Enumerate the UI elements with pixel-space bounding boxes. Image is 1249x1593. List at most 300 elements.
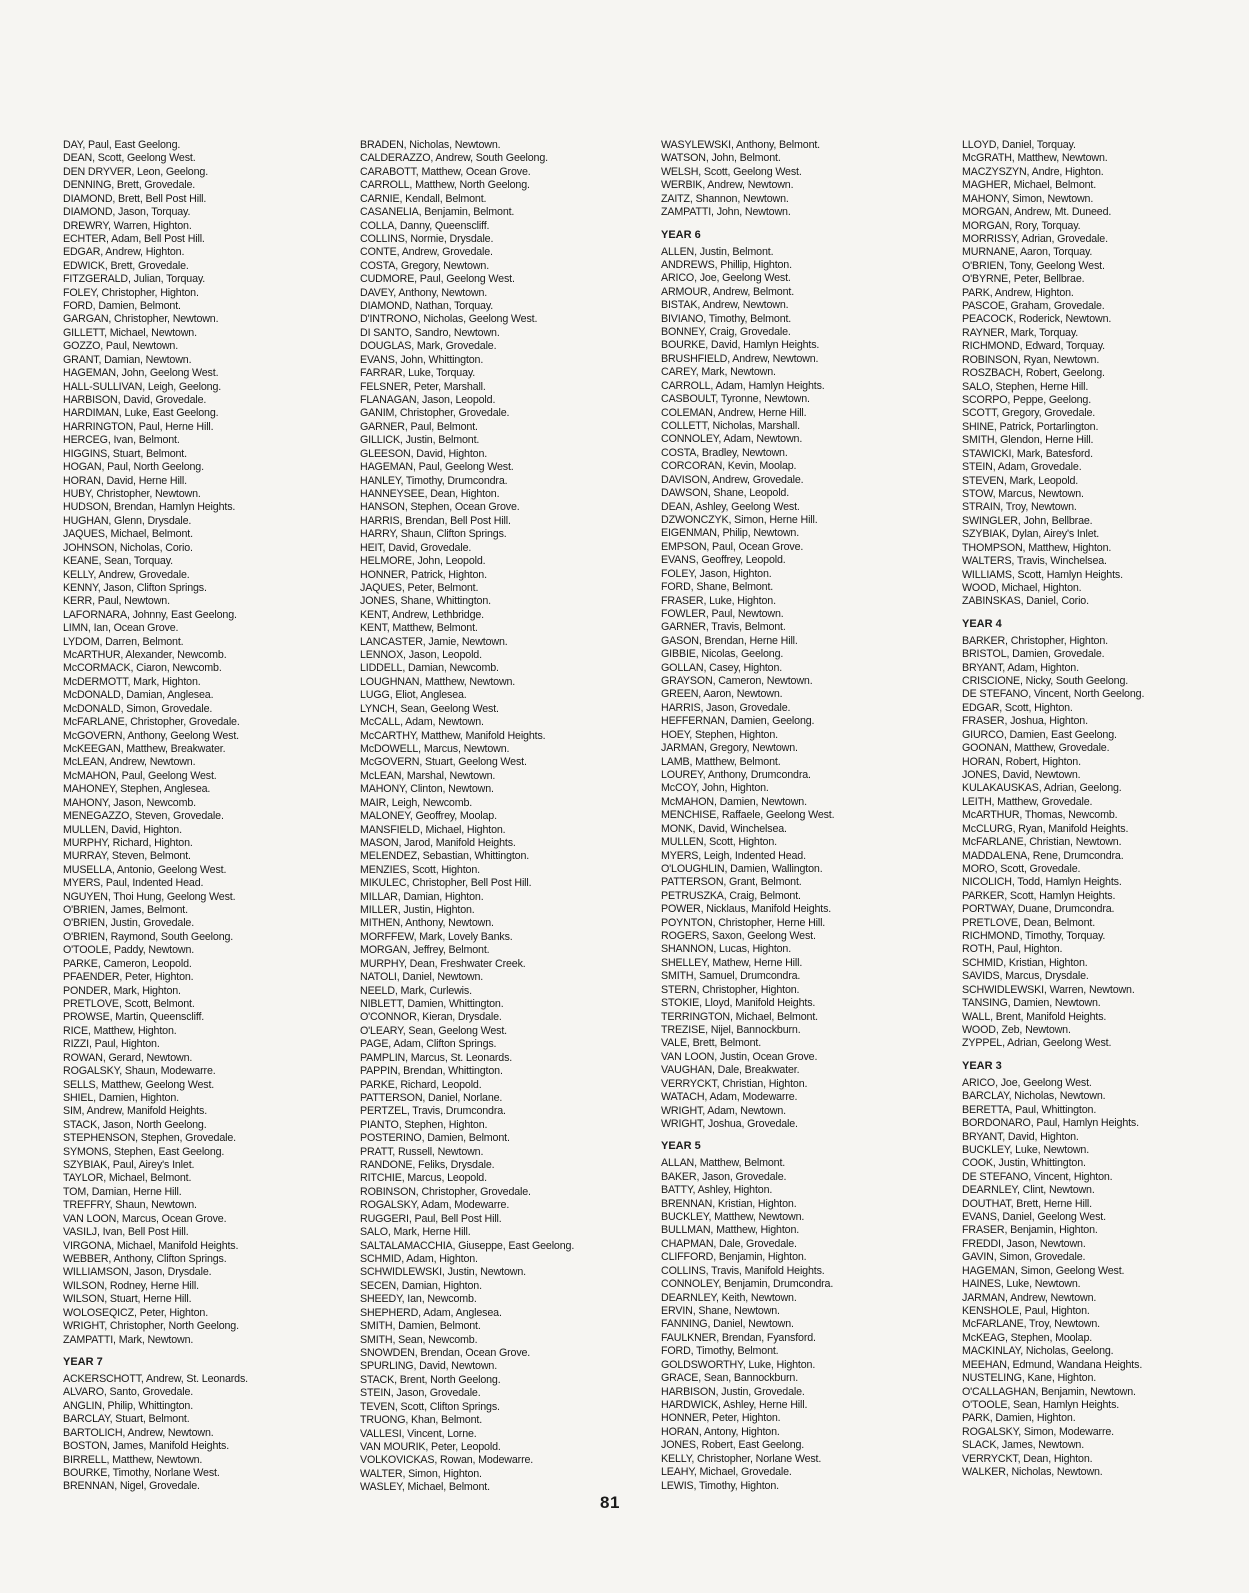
list-item: WILSON, Rodney, Herne Hill. — [63, 1279, 199, 1292]
list-item: WRIGHT, Christopher, North Geelong. — [63, 1320, 239, 1333]
list-item: SMITH, Damien, Belmont. — [360, 1320, 481, 1333]
list-item: LANCASTER, Jamie, Newtown. — [360, 635, 508, 648]
name-list — [63, 1373, 348, 1494]
list-item: SPURLING, David, Newtown. — [360, 1360, 498, 1373]
list-item: MAIR, Leigh, Newcomb. — [360, 796, 473, 809]
list-item: HERCEG, Ivan, Belmont. — [63, 434, 180, 447]
list-item: D'INTRONO, Nicholas, Geelong West. — [360, 313, 538, 326]
list-item: MAHONEY, Stephen, Anglesea. — [63, 783, 211, 796]
list-item: FRASER, Luke, Highton. — [661, 594, 776, 607]
list-item: ROBINSON, Ryan, Newtown. — [962, 353, 1100, 366]
list-item: SAVIDS, Marcus, Drysdale. — [962, 970, 1089, 983]
list-item: STOW, Marcus, Newtown. — [962, 487, 1084, 500]
list-item: TRUONG, Khan, Belmont. — [360, 1414, 483, 1427]
list-item: COLLA, Danny, Queenscliff. — [360, 219, 490, 232]
list-item: DI SANTO, Sandro, Newtown. — [360, 326, 500, 339]
list-item: BRADEN, Nicholas, Newtown. — [360, 139, 501, 151]
list-item: O'BRIEN, James, Belmont. — [63, 904, 188, 917]
list-item: HARRIS, Brendan, Bell Post Hill. — [360, 514, 511, 527]
list-item: VASILJ, Ivan, Bell Post Hill. — [63, 1226, 189, 1239]
list-item: BERETTA, Paul, Whittington. — [962, 1103, 1097, 1116]
list-item: EDGAR, Scott, Highton. — [962, 701, 1073, 714]
list-item: HONNER, Peter, Highton. — [661, 1412, 781, 1425]
list-item: BATTY, Ashley, Highton. — [661, 1184, 773, 1197]
list-item: GAVIN, Simon, Grovedale. — [962, 1251, 1086, 1264]
list-item: PEACOCK, Roderick, Newtown. — [962, 313, 1112, 326]
list-item: MORFFEW, Mark, Lovely Banks. — [360, 930, 513, 943]
name-list — [661, 246, 946, 1132]
list-item: SWINGLER, John, Bellbrae. — [962, 514, 1093, 527]
list-item: VERRYCKT, Christian, Highton. — [661, 1077, 808, 1090]
list-item: WELSH, Scott, Geelong West. — [661, 165, 802, 178]
list-item: RUGGERI, Paul, Bell Post Hill. — [360, 1212, 502, 1225]
list-item: DAVISON, Andrew, Grovedale. — [661, 473, 804, 486]
list-item: EVANS, Geoffrey, Leopold. — [661, 554, 786, 567]
list-item: COLLINS, Normie, Drysdale. — [360, 232, 494, 245]
list-item: FELSNER, Peter, Marshall. — [360, 380, 486, 393]
list-item: FOLEY, Jason, Highton. — [661, 567, 772, 580]
list-item: BRYANT, Adam, Highton. — [962, 661, 1079, 674]
list-item: SCOTT, Gregory, Grovedale. — [962, 407, 1096, 420]
list-item: PARKE, Cameron, Leopold. — [63, 957, 192, 970]
list-item: MILLER, Justin, Highton. — [360, 904, 475, 917]
list-item: HOGAN, Paul, North Geelong. — [63, 461, 204, 474]
list-item: MORGAN, Jeffrey, Belmont. — [360, 944, 490, 957]
list-item: LOUGHNAN, Matthew, Newtown. — [360, 675, 516, 688]
list-item: DEAN, Scott, Geelong West. — [63, 152, 196, 165]
list-item: ALLAN, Matthew, Belmont. — [661, 1157, 786, 1170]
list-item: VAN MOURIK, Peter, Leopold. — [360, 1440, 501, 1453]
list-item: McKEEGAN, Matthew, Breakwater. — [63, 742, 226, 755]
list-item: WALTER, Simon, Highton. — [360, 1467, 482, 1480]
list-item: BAKER, Jason, Grovedale. — [661, 1170, 787, 1183]
list-item: JONES, Shane, Whittington. — [360, 595, 491, 608]
list-item: CUDMORE, Paul, Geelong West. — [360, 273, 515, 286]
list-item: ALLEN, Justin, Belmont. — [661, 245, 774, 258]
list-item: POWER, Nicklaus, Manifold Heights. — [661, 903, 832, 916]
list-item: WALTERS, Travis, Winchelsea. — [962, 555, 1107, 568]
list-item: POYNTON, Christopher, Herne Hill. — [661, 916, 826, 929]
list-item: HARRINGTON, Paul, Herne Hill. — [63, 420, 214, 433]
list-item: McFARLANE, Troy, Newtown. — [962, 1318, 1100, 1331]
list-item: MENCHISE, Raffaele, Geelong West. — [661, 809, 835, 822]
list-item: HORAN, Antony, Highton. — [661, 1425, 780, 1438]
list-item: SALO, Stephen, Herne Hill. — [962, 380, 1089, 393]
list-item: SMITH, Sean, Newcomb. — [360, 1333, 478, 1346]
list-item: MYERS, Paul, Indented Head. — [63, 877, 204, 890]
list-item: SHELLEY, Mathew, Herne Hill. — [661, 956, 803, 969]
section-heading: YEAR 4 — [962, 617, 1002, 630]
list-item: PORTWAY, Duane, Drumcondra. — [962, 903, 1115, 916]
list-item: McFARLANE, Christian, Newtown. — [962, 836, 1122, 849]
list-item: McMAHON, Paul, Geelong West. — [63, 769, 217, 782]
list-item: NEELD, Mark, Curlewis. — [360, 984, 472, 997]
list-item: RAYNER, Mark, Torquay. — [962, 326, 1079, 339]
section-heading: YEAR 5 — [661, 1140, 701, 1153]
list-item: CONNOLEY, Benjamin, Drumcondra. — [661, 1278, 834, 1291]
list-item: THOMPSON, Matthew, Highton. — [962, 541, 1112, 554]
list-item: HAGEMAN, Simon, Geelong West. — [962, 1264, 1125, 1277]
list-item: HAGEMAN, John, Geelong West. — [63, 367, 219, 380]
list-item: BUCKLEY, Luke, Newtown. — [962, 1143, 1090, 1156]
name-list — [962, 635, 1247, 1051]
list-item: JONES, David, Newtown. — [962, 768, 1081, 781]
name-section — [360, 139, 645, 1495]
list-item: EIGENMAN, Philip, Newtown. — [661, 527, 800, 540]
list-item: STOKIE, Lloyd, Manifold Heights. — [661, 997, 816, 1010]
list-item: McARTHUR, Thomas, Newcomb. — [962, 809, 1118, 822]
list-item: MAHONY, Simon, Newtown. — [962, 192, 1094, 205]
list-item: PATTERSON, Grant, Belmont. — [661, 876, 802, 889]
name-section — [661, 139, 946, 220]
list-item: O'TOOLE, Paddy, Newtown. — [63, 944, 195, 957]
list-item: WRIGHT, Adam, Newtown. — [661, 1104, 786, 1117]
list-item: FOWLER, Paul, Newtown. — [661, 607, 784, 620]
list-item: SMITH, Glendon, Herne Hill. — [962, 434, 1094, 447]
list-item: McGOVERN, Stuart, Geelong West. — [360, 756, 527, 769]
list-item: LEITH, Matthew, Grovedale. — [962, 795, 1093, 808]
list-item: GIURCO, Damien, East Geelong. — [962, 728, 1117, 741]
list-item: TERRINGTON, Michael, Belmont. — [661, 1010, 818, 1023]
list-item: STEVEN, Mark, Leopold. — [962, 474, 1079, 487]
list-item: ZAMPATTI, Mark, Newtown. — [63, 1333, 194, 1346]
list-item: MURPHY, Richard, Highton. — [63, 836, 193, 849]
list-item: DEARNLEY, Keith, Newtown. — [661, 1291, 797, 1304]
list-item: VAN LOON, Marcus, Ocean Grove. — [63, 1212, 227, 1225]
list-item: FORD, Damien, Belmont. — [63, 300, 181, 313]
list-item: SIM, Andrew, Manifold Heights. — [63, 1105, 208, 1118]
list-item: HOEY, Stephen, Highton. — [661, 728, 778, 741]
list-item: ZABINSKAS, Daniel, Corio. — [962, 595, 1089, 608]
list-item: HARRIS, Jason, Grovedale. — [661, 701, 791, 714]
list-item: EVANS, Daniel, Geelong West. — [962, 1211, 1106, 1224]
name-section — [63, 1355, 348, 1494]
list-item: HALL-SULLIVAN, Leigh, Geelong. — [63, 380, 222, 393]
list-item: PARKER, Scott, Hamlyn Heights. — [962, 889, 1116, 902]
list-item: TOM, Damian, Herne Hill. — [63, 1185, 182, 1198]
list-item: KULAKAUSKAS, Adrian, Geelong. — [962, 782, 1122, 795]
list-item: ROWAN, Gerard, Newtown. — [63, 1051, 193, 1064]
list-item: PASCOE, Graham, Grovedale. — [962, 300, 1105, 313]
list-item: GLEESON, David, Highton. — [360, 447, 488, 460]
list-item: TREFFRY, Shaun, Newtown. — [63, 1199, 197, 1212]
list-item: MADDALENA, Rene, Drumcondra. — [962, 849, 1124, 862]
section-heading: YEAR 3 — [962, 1059, 1002, 1072]
list-item: DAWSON, Shane, Leopold. — [661, 487, 790, 500]
list-item: McDERMOTT, Mark, Highton. — [63, 675, 201, 688]
list-item: McGRATH, Matthew, Newtown. — [962, 152, 1108, 165]
list-item: BIRRELL, Matthew, Newtown. — [63, 1453, 203, 1466]
list-item: ROGALSKY, Simon, Modewarre. — [962, 1425, 1114, 1438]
list-item: ROGALSKY, Shaun, Modewarre. — [63, 1065, 216, 1078]
list-item: HEFFERNAN, Damien, Geelong. — [661, 715, 815, 728]
list-item: O'BRIEN, Tony, Geelong West. — [962, 259, 1105, 272]
list-item: CONNOLEY, Adam, Newtown. — [661, 433, 803, 446]
list-item: COOK, Justin, Whittington. — [962, 1157, 1086, 1170]
list-item: McMAHON, Damien, Newtown. — [661, 795, 807, 808]
list-item: TREZISE, Nijel, Bannockburn. — [661, 1024, 801, 1036]
list-item: SYMONS, Stephen, East Geelong. — [63, 1145, 225, 1158]
list-item: WATACH, Adam, Modewarre. — [661, 1091, 798, 1104]
list-item: HARBISON, David, Grovedale. — [63, 394, 207, 407]
list-item: KELLY, Andrew, Grovedale. — [63, 568, 190, 581]
list-item: SLACK, James, Newtown. — [962, 1439, 1085, 1452]
list-item: LLOYD, Daniel, Torquay. — [962, 139, 1076, 151]
list-item: McDOWELL, Marcus, Newtown. — [360, 742, 510, 755]
list-item: MANSFIELD, Michael, Highton. — [360, 823, 506, 836]
list-item: DZWONCZYK, Simon, Herne Hill. — [661, 513, 818, 526]
list-item: MITHEN, Anthony, Newtown. — [360, 917, 494, 930]
list-item: CAREY, Mark, Newtown. — [661, 366, 776, 379]
list-item: MULLEN, Scott, Highton. — [661, 836, 777, 849]
list-item: KERR, Paul, Newtown. — [63, 595, 170, 608]
list-item: WERBIK, Andrew, Newtown. — [661, 179, 794, 192]
list-item: DOUGLAS, Mark, Grovedale. — [360, 340, 497, 353]
list-item: STERN, Christopher, Highton. — [661, 983, 800, 996]
list-item: PROWSE, Martin, Queenscliff. — [63, 1011, 205, 1024]
list-item: JONES, Robert, East Geelong. — [661, 1439, 805, 1452]
list-item: SHEPHERD, Adam, Anglesea. — [360, 1306, 502, 1319]
list-item: GRAYSON, Cameron, Newtown. — [661, 675, 813, 688]
list-item: COLLETT, Nicholas, Marshall. — [661, 420, 800, 433]
list-item: DIAMOND, Jason, Torquay. — [63, 206, 191, 219]
list-item: MORGAN, Rory, Torquay. — [962, 219, 1081, 232]
list-item: GOLDSWORTHY, Luke, Highton. — [661, 1358, 816, 1371]
list-item: PFAENDER, Peter, Highton. — [63, 971, 194, 984]
list-item: CARROLL, Matthew, North Geelong. — [360, 179, 530, 192]
name-list — [962, 1077, 1247, 1480]
list-item: VIRGONA, Michael, Manifold Heights. — [63, 1239, 239, 1252]
list-item: BRENNAN, Nigel, Grovedale. — [63, 1480, 200, 1493]
list-item: SCHMID, Kristian, Highton. — [962, 956, 1088, 969]
list-item: ANDREWS, Phillip, Highton. — [661, 258, 792, 271]
list-item: MAGHER, Michael, Belmont. — [962, 179, 1097, 192]
list-item: BOURKE, Timothy, Norlane West. — [63, 1466, 220, 1479]
list-item: ALVARO, Santo, Grovedale. — [63, 1386, 194, 1399]
list-item: MURRAY, Steven, Belmont. — [63, 850, 191, 863]
list-item: JARMAN, Gregory, Newtown. — [661, 742, 798, 755]
list-item: LEWIS, Timothy, Highton. — [661, 1479, 779, 1492]
list-item: FRASER, Benjamin, Highton. — [962, 1224, 1098, 1237]
list-item: MURPHY, Dean, Freshwater Creek. — [360, 957, 526, 970]
list-item: PRATT, Russell, Newtown. — [360, 1145, 484, 1158]
list-item: ROTH, Paul, Highton. — [962, 943, 1063, 956]
list-item: PARK, Damien, Highton. — [962, 1412, 1076, 1425]
list-item: GREEN, Aaron, Newtown. — [661, 688, 783, 701]
list-item: EVANS, John, Whittington. — [360, 353, 484, 366]
list-item: ROGERS, Saxon, Geelong West. — [661, 930, 816, 943]
list-item: NATOLI, Daniel, Newtown. — [360, 971, 484, 984]
list-item: HONNER, Patrick, Highton. — [360, 568, 487, 581]
list-item: McGOVERN, Anthony, Geelong West. — [63, 729, 239, 742]
list-item: BARCLAY, Nicholas, Newtown. — [962, 1090, 1106, 1103]
list-item: LEAHY, Michael, Grovedale. — [661, 1466, 792, 1479]
list-item: GANIM, Christopher, Grovedale. — [360, 407, 510, 420]
list-item: STRAIN, Troy, Newtown. — [962, 501, 1077, 514]
list-item: PRETLOVE, Scott, Belmont. — [63, 998, 195, 1010]
list-item: MENZIES, Scott, Highton. — [360, 863, 480, 876]
list-item: HUBY, Christopher, Newtown. — [63, 487, 201, 500]
list-item: GASON, Brendan, Herne Hill. — [661, 634, 798, 647]
list-item: BORDONARO, Paul, Hamlyn Heights. — [962, 1117, 1139, 1130]
list-item: HANSON, Stephen, Ocean Grove. — [360, 501, 520, 514]
name-section — [63, 139, 348, 1347]
list-item: EMPSON, Paul, Ocean Grove. — [661, 540, 804, 553]
list-item: RICHMOND, Timothy, Torquay. — [962, 930, 1106, 943]
list-item: HEIT, David, Grovedale. — [360, 541, 472, 554]
list-item: WILSON, Stuart, Herne Hill. — [63, 1293, 192, 1306]
list-item: MYERS, Leigh, Indented Head. — [661, 849, 806, 862]
list-item: MELENDEZ, Sebastian, Whittington. — [360, 850, 530, 863]
list-item: VOLKOVICKAS, Rowan, Modewarre. — [360, 1454, 534, 1467]
list-item: CORCORAN, Kevin, Moolap. — [661, 460, 797, 473]
list-item: LYNCH, Sean, Geelong West. — [360, 702, 499, 715]
list-item: BULLMAN, Matthew, Highton. — [661, 1224, 800, 1237]
list-item: POSTERINO, Damien, Belmont. — [360, 1132, 510, 1145]
list-item: PARK, Andrew, Highton. — [962, 286, 1074, 299]
list-item: FOLEY, Christopher, Highton. — [63, 286, 199, 299]
list-item: GRANT, Damian, Newtown. — [63, 353, 192, 366]
list-item: WASLEY, Michael, Belmont. — [360, 1481, 490, 1494]
list-item: PAPPIN, Brendan, Whittington. — [360, 1065, 503, 1078]
list-item: HUDSON, Brendan, Hamlyn Heights. — [63, 501, 236, 514]
list-item: DAVEY, Anthony, Newtown. — [360, 286, 488, 299]
list-item: GARGAN, Christopher, Newtown. — [63, 313, 219, 326]
list-item: WASYLEWSKI, Anthony, Belmont. — [661, 139, 820, 151]
list-item: FLANAGAN, Jason, Leopold. — [360, 394, 496, 407]
list-item: MORGAN, Andrew, Mt. Duneed. — [962, 206, 1112, 219]
list-item: LENNOX, Jason, Leopold. — [360, 649, 482, 662]
page-number: 81 — [600, 1493, 620, 1512]
name-list — [661, 139, 946, 220]
list-item: COSTA, Bradley, Newtown. — [661, 446, 788, 459]
list-item: GILLETT, Michael, Newtown. — [63, 326, 197, 339]
list-item: FORD, Timothy, Belmont. — [661, 1345, 779, 1358]
list-item: STACK, Brent, North Geelong. — [360, 1373, 501, 1386]
list-item: STEIN, Adam, Grovedale. — [962, 461, 1082, 474]
list-item: McCORMACK, Ciaron, Newcomb. — [63, 662, 222, 675]
list-item: GILLICK, Justin, Belmont. — [360, 434, 480, 447]
list-item: PAMPLIN, Marcus, St. Leonards. — [360, 1051, 513, 1064]
list-item: BONNEY, Craig, Grovedale. — [661, 326, 791, 339]
list-item: BARTOLICH, Andrew, Newtown. — [63, 1426, 214, 1439]
list-item: HANNEYSEE, Dean, Highton. — [360, 487, 500, 500]
list-item: CARABOTT, Matthew, Ocean Grove. — [360, 165, 531, 178]
list-item: PETRUSZKA, Craig, Belmont. — [661, 889, 801, 902]
list-item: HORAN, David, Herne Hill. — [63, 474, 187, 487]
list-item: DE STEFANO, Vincent, Highton. — [962, 1170, 1113, 1183]
list-item: SCHWIDLEWSKI, Warren, Newtown. — [962, 983, 1135, 996]
list-item: HIGGINS, Stuart, Belmont. — [63, 447, 187, 460]
list-item: SALTALAMACCHIA, Giuseppe, East Geelong. — [360, 1239, 575, 1252]
list-item: LOUREY, Anthony, Drumcondra. — [661, 768, 811, 781]
list-item: FANNING, Daniel, Newtown. — [661, 1318, 794, 1331]
list-item: BIVIANO, Timothy, Belmont. — [661, 312, 792, 325]
list-item: LUGG, Eliot, Anglesea. — [360, 689, 467, 702]
list-item: BRISTOL, Damien, Grovedale. — [962, 648, 1105, 661]
name-list — [962, 139, 1247, 609]
list-item: McCARTHY, Matthew, Manifold Heights. — [360, 729, 546, 742]
list-item: McCLURG, Ryan, Manifold Heights. — [962, 822, 1129, 835]
column-3 — [661, 139, 946, 1493]
list-item: SCORPO, Peppe, Geelong. — [962, 394, 1092, 407]
list-item: MACKINLAY, Nicholas, Geelong. — [962, 1345, 1114, 1358]
list-item: HARDIMAN, Luke, East Geelong. — [63, 407, 219, 420]
column-4 — [962, 139, 1247, 1480]
list-item: CRISCIONE, Nicky, South Geelong. — [962, 675, 1129, 688]
list-item: HAGEMAN, Paul, Geelong West. — [360, 461, 514, 474]
list-item: ROGALSKY, Adam, Modewarre. — [360, 1199, 510, 1212]
list-item: MAHONY, Jason, Newcomb. — [63, 796, 196, 809]
list-item: O'CALLAGHAN, Benjamin, Newtown. — [962, 1385, 1136, 1398]
list-item: MEEHAN, Edmund, Wandana Heights. — [962, 1358, 1143, 1371]
list-item: JARMAN, Andrew, Newtown. — [962, 1291, 1097, 1304]
list-item: NICOLICH, Todd, Hamlyn Heights. — [962, 876, 1122, 889]
list-item: HAINES, Luke, Newtown. — [962, 1278, 1081, 1291]
list-item: JAQUES, Peter, Belmont. — [360, 581, 479, 594]
list-item: CASANELIA, Benjamin, Belmont. — [360, 206, 515, 219]
list-item: EDWICK, Brett, Grovedale. — [63, 259, 189, 272]
list-item: FREDDI, Jason, Newtown. — [962, 1237, 1086, 1250]
list-item: DEARNLEY, Clint, Newtown. — [962, 1184, 1095, 1197]
list-item: MACZYSZYN, Andre, Highton. — [962, 165, 1104, 178]
list-item: BOSTON, James, Manifold Heights. — [63, 1440, 230, 1453]
list-item: SCHWIDLEWSKI, Justin, Newtown. — [360, 1266, 526, 1279]
list-item: O'CONNOR, Kieran, Drysdale. — [360, 1011, 502, 1024]
list-item: KENT, Matthew, Belmont. — [360, 622, 478, 635]
list-item: HARRY, Shaun, Clifton Springs. — [360, 528, 507, 541]
list-item: VAN LOON, Justin, Ocean Grove. — [661, 1050, 818, 1063]
list-item: McARTHUR, Alexander, Newcomb. — [63, 649, 227, 662]
name-list — [63, 139, 348, 1347]
list-item: ZAITZ, Shannon, Newtown. — [661, 192, 789, 205]
list-item: BISTAK, Andrew, Newtown. — [661, 299, 789, 312]
list-item: GOLLAN, Casey, Highton. — [661, 661, 783, 674]
list-item: MORRISSY, Adrian, Grovedale. — [962, 232, 1108, 245]
list-item: McKEAG, Stephen, Moolap. — [962, 1331, 1093, 1344]
list-item: WOOD, Michael, Highton. — [962, 581, 1082, 594]
list-item: VERRYCKT, Dean, Highton. — [962, 1452, 1093, 1465]
name-list — [661, 1157, 946, 1493]
list-item: MIKULEC, Christopher, Bell Post Hill. — [360, 877, 532, 890]
list-item: O'LEARY, Sean, Geelong West. — [360, 1024, 507, 1037]
list-item: GARNER, Paul, Belmont. — [360, 420, 478, 433]
list-item: COLEMAN, Andrew, Herne Hill. — [661, 406, 807, 419]
list-item: GARNER, Travis, Belmont. — [661, 621, 786, 634]
list-item: CALDERAZZO, Andrew, South Geelong. — [360, 152, 548, 165]
list-item: ZYPPEL, Adrian, Geelong West. — [962, 1037, 1112, 1050]
list-item: SMITH, Samuel, Drumcondra. — [661, 970, 801, 983]
list-item: MORO, Scott, Grovedale. — [962, 862, 1081, 875]
list-item: O'BRIEN, Raymond, South Geelong. — [63, 930, 234, 943]
list-item: ARMOUR, Andrew, Belmont. — [661, 285, 795, 298]
list-item: WEBBER, Anthony, Clifton Springs. — [63, 1253, 227, 1266]
list-item: PARKE, Richard, Leopold. — [360, 1078, 482, 1091]
list-item: PONDER, Mark, Highton. — [63, 984, 181, 997]
list-item: NGUYEN, Thoi Hung, Geelong West. — [63, 890, 236, 903]
list-item: FITZGERALD, Julian, Torquay. — [63, 273, 206, 286]
list-item: JAQUES, Michael, Belmont. — [63, 528, 193, 541]
list-item: CASBOULT, Tyronne, Newtown. — [661, 393, 810, 406]
list-item: ERVIN, Shane, Newtown. — [661, 1305, 780, 1318]
list-item: BARCLAY, Stuart, Belmont. — [63, 1413, 190, 1426]
list-item: PIANTO, Stephen, Highton. — [360, 1118, 488, 1131]
list-item: PRETLOVE, Dean, Belmont. — [962, 916, 1096, 929]
list-item: WALL, Brent, Manifold Heights. — [962, 1010, 1107, 1023]
list-item: PATTERSON, Daniel, Norlane. — [360, 1091, 503, 1104]
list-item: ARICO, Joe, Geelong West. — [962, 1076, 1092, 1089]
list-item: WATSON, John, Belmont. — [661, 152, 781, 165]
